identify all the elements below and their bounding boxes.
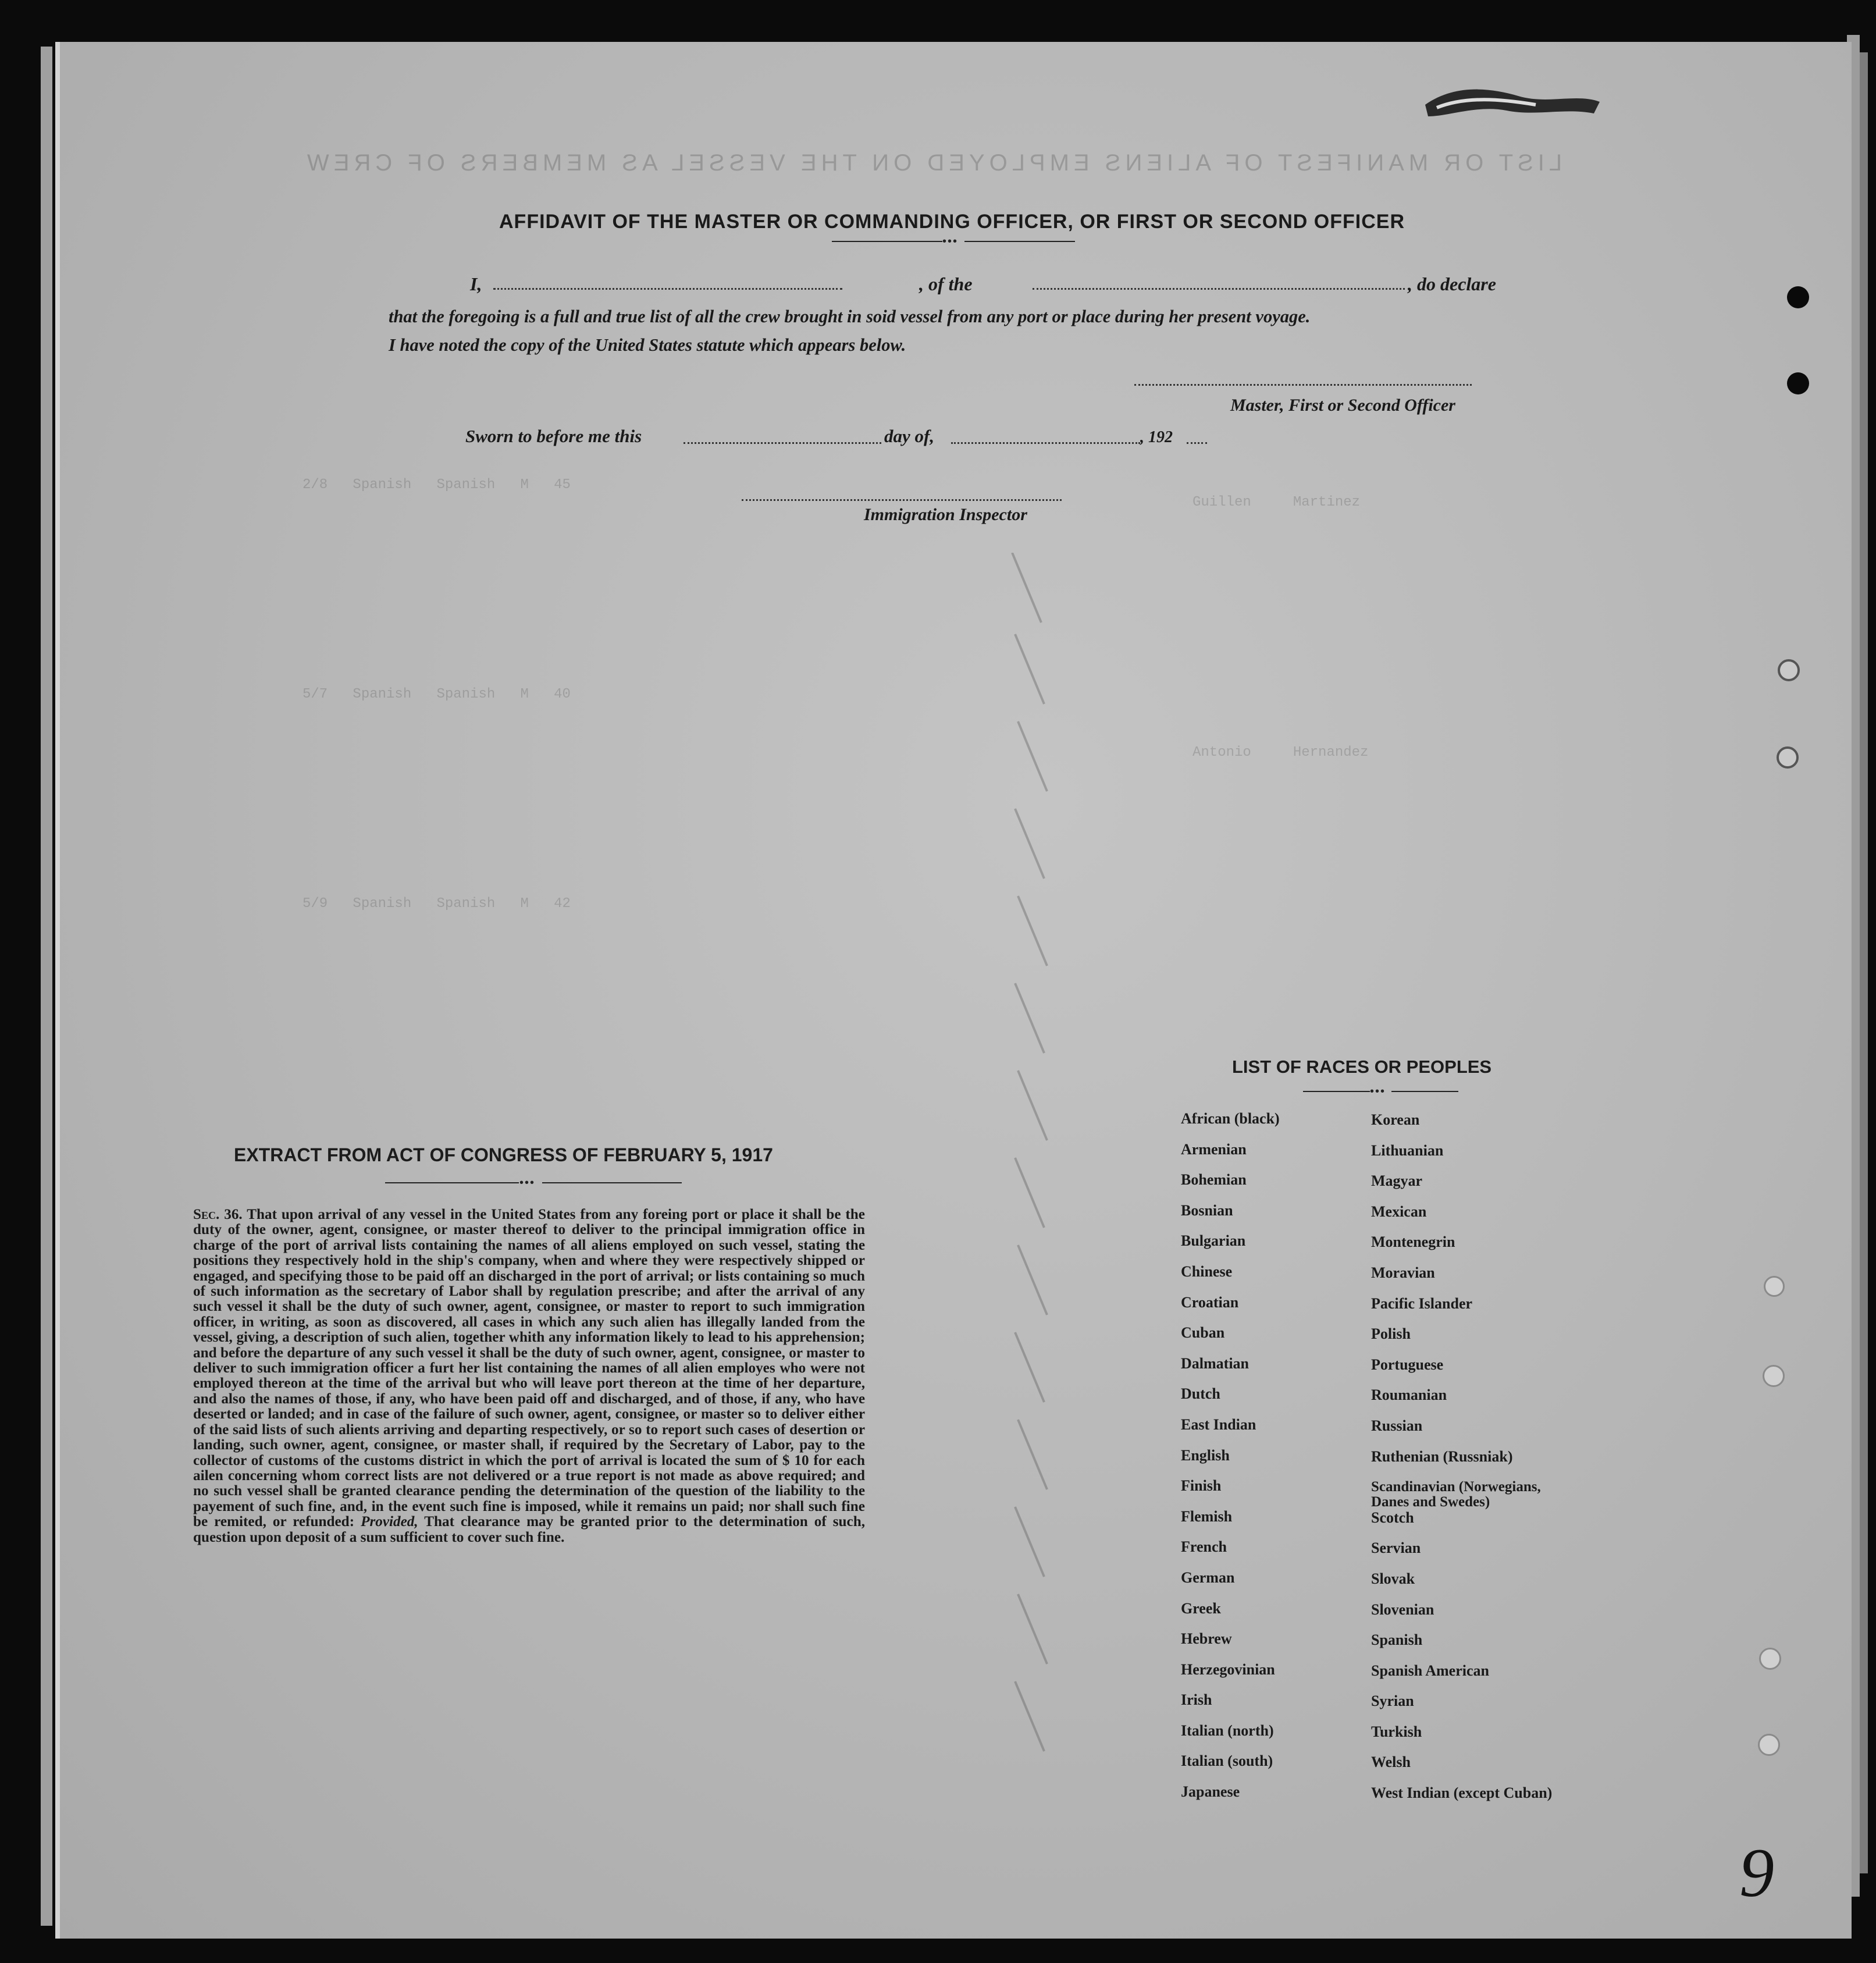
- race-item: Welsh: [1371, 1754, 1411, 1771]
- races-title-rule-dots: •••: [1370, 1085, 1386, 1098]
- underlying-page-edge: [1860, 52, 1868, 1873]
- race-item: Herzegovinian: [1181, 1660, 1275, 1678]
- race-item: Servian: [1371, 1539, 1421, 1557]
- title-rule-dots: •••: [942, 235, 959, 248]
- title-rule: [832, 241, 942, 242]
- inspector-signature-blank[interactable]: [742, 499, 1062, 501]
- sworn-day-blank[interactable]: [684, 442, 881, 444]
- race-item: West Indian (except Cuban): [1371, 1784, 1553, 1802]
- punch-hole-ring: [1763, 1365, 1785, 1387]
- sworn-label: Sworn to before me this: [465, 426, 642, 446]
- affidavit-of-the: , of the: [919, 273, 973, 294]
- punch-hole-ring: [1764, 1276, 1785, 1297]
- race-item: Italian (south): [1181, 1752, 1273, 1770]
- punch-hole-ring: [1759, 1648, 1781, 1670]
- extract-title-rule: [385, 1182, 519, 1183]
- signature-blank[interactable]: [1134, 384, 1472, 386]
- tape-scrap-icon: [1419, 81, 1606, 122]
- bleed-through-title: LIST OR MANIFEST OF ALIENS EMPLOYED ON THE VESSEL AS MEMBERS OF CREW: [302, 150, 1562, 176]
- extract-text: That upon arrival of any vessel in the United States from any foreing port or place it shall be the duty of the owner, agent, consignee, or master thereof to deliver to the principal immigration office in charge of the port of arrival lists containing the names of all aliens employed on such vessel, stating the positions they respectively hold in the ship's company, when and where they were respectively shipped or engaged, and specifying those to be paid off an discharged in the port of arrival; or lists containing so much of such information as the secretary of Labor shall by regulation prescribe; and after the arrival of any such vessel it shall be the duty of such owner, agent, consignee, or master to report to such immigration officer, in writing, as soon as discovered, all cases in which any such alien has illegally landed from the vessel, giving, a description of such alien, together whith any information likely to lead to his apprehension; and before the departure of any such vessel it shall be the duty of such owner, agent, consignee, or master to deliver to such immigration officer a furt her list containing the names of all alien employes who were not employed thereon at the time of the arrival but who will leave port thereon at the time of her departure, and also the names of those, if any, who have been paid off and discharged, and of those, if any, who have deserted or landed; and in case of the failure of such owner, agent, consignee, or master so to deliver either of the said lists of such alients arriving and departing respectively, or so to report such cases of desertion or landing, such owner, agent, consignee, or master shall, if required by the Secretary of Labor, pay to the collector of customs of the customs district in which the port of arrival is located the sum of $ 10 for each ailen concerning whom correct lists are not delivered or a true report is not made as above required; and no such vessel shall be granted clearance pending the determination of the question of the liability to the payement of such fine, and, in the event such fine is imposed, while it remains un paid; nor shall such fine be remited, or refunded:: [193, 1207, 865, 1530]
- race-item: Italian (north): [1181, 1722, 1274, 1739]
- race-item: African (black): [1181, 1110, 1280, 1127]
- sworn-year-blank[interactable]: [1187, 442, 1207, 444]
- punch-hole-ring: [1777, 746, 1799, 769]
- extract-text-end: That clearance may be granted prior to the determination of such, question upon deposit of a sum sufficient to cover such fine.: [193, 1514, 866, 1545]
- race-item: Bosnian: [1181, 1201, 1233, 1219]
- race-item: Cuban: [1181, 1324, 1225, 1342]
- affidavit-declaration: that the foregoing is a full and true list of all the crew brought in soid vessel from any port or place during her present voyage.: [389, 307, 1311, 326]
- race-item: Bulgarian: [1181, 1232, 1246, 1250]
- race-item: Irish: [1181, 1691, 1212, 1709]
- extract-body: [193, 1207, 865, 1545]
- race-item: Moravian: [1371, 1264, 1435, 1281]
- sworn-month-blank[interactable]: [951, 442, 1140, 444]
- race-item: Korean: [1371, 1111, 1420, 1128]
- extract-section-label: Sec. 36.: [193, 1207, 243, 1222]
- race-item: Croatian: [1181, 1293, 1239, 1311]
- punch-hole-ring: [1758, 1734, 1780, 1756]
- inspector-label: Immigration Inspector: [864, 505, 1027, 524]
- race-item: Polish: [1371, 1325, 1411, 1343]
- pencil-check-marks: [1001, 553, 1082, 1774]
- day-of-label: day of,: [884, 426, 935, 446]
- race-item: French: [1181, 1538, 1227, 1556]
- affidavit-title: AFFIDAVIT OF THE MASTER OR COMMANDING OFFICER, OR FIRST OR SECOND OFFICER: [499, 211, 1405, 233]
- race-item: East Indian: [1181, 1416, 1256, 1433]
- race-item: Turkish: [1371, 1723, 1422, 1740]
- race-item: Finish: [1181, 1477, 1222, 1495]
- handwritten-page-number: 9: [1739, 1834, 1774, 1911]
- races-title-rule: [1391, 1091, 1458, 1092]
- race-item: German: [1181, 1569, 1235, 1586]
- extract-title: EXTRACT FROM ACT OF CONGRESS OF FEBRUARY 5, 1917: [234, 1144, 773, 1165]
- title-rule: [964, 241, 1075, 242]
- affidavit-statute-note: I have noted the copy of the United States statute which appears below.: [389, 335, 906, 355]
- bleed-through-column: Antonio Hernandez: [1192, 745, 1369, 760]
- vessel-blank[interactable]: [1033, 288, 1405, 290]
- race-item: Dalmatian: [1181, 1354, 1249, 1372]
- race-item: Scandinavian (Norwegians, Danes and Swedes): [1371, 1479, 1541, 1510]
- race-item: Roumanian: [1371, 1386, 1447, 1404]
- race-item: Mexican: [1371, 1203, 1427, 1220]
- punch-hole: [1787, 372, 1809, 394]
- race-item: Chinese: [1181, 1263, 1233, 1280]
- affidavit-do-declare: , do declare: [1408, 273, 1496, 294]
- race-item: Spanish American: [1371, 1662, 1489, 1679]
- underlying-page-edge: [41, 47, 52, 1926]
- race-item: Hebrew: [1181, 1630, 1232, 1648]
- race-item: Dutch: [1181, 1385, 1220, 1403]
- race-item: Spanish: [1371, 1631, 1423, 1649]
- year-prefix: , 192: [1140, 428, 1173, 446]
- race-item: Bohemian: [1181, 1171, 1247, 1189]
- race-item: Montenegrin: [1371, 1233, 1455, 1251]
- name-blank[interactable]: [493, 288, 842, 290]
- race-item: Magyar: [1371, 1172, 1423, 1190]
- extract-provided: Provided,: [361, 1514, 418, 1530]
- race-item: Ruthenian (Russniak): [1371, 1448, 1513, 1465]
- race-item: Slovak: [1371, 1570, 1415, 1587]
- punch-hole-ring: [1778, 659, 1800, 681]
- bleed-through-column: 5/7 Spanish Spanish M 40: [302, 687, 571, 702]
- race-item: Japanese: [1181, 1783, 1240, 1801]
- race-item: Armenian: [1181, 1140, 1247, 1158]
- bleed-through-column: 2/8 Spanish Spanish M 45: [302, 477, 571, 493]
- races-right-column: [1371, 1112, 1563, 1816]
- bleed-through-column: Guillen Martinez: [1192, 495, 1361, 510]
- race-item: Syrian: [1371, 1692, 1414, 1710]
- affidavit-i: I,: [470, 273, 482, 294]
- race-item: Slovenian: [1371, 1601, 1434, 1618]
- extract-title-rule-dots: •••: [519, 1176, 536, 1189]
- race-item: English: [1181, 1446, 1230, 1464]
- races-title-rule: [1303, 1091, 1370, 1092]
- race-item: Flemish: [1181, 1507, 1233, 1525]
- races-left-column: [1181, 1111, 1280, 1815]
- race-item: Russian: [1371, 1417, 1423, 1434]
- races-title: LIST OF RACES OR PEOPLES: [1232, 1057, 1492, 1077]
- race-item: Greek: [1181, 1599, 1221, 1617]
- punch-hole: [1787, 286, 1809, 308]
- race-item: Scotch: [1371, 1509, 1414, 1526]
- race-item: Lithuanian: [1371, 1141, 1444, 1159]
- extract-title-rule: [542, 1182, 682, 1183]
- race-item: Pacific Islander: [1371, 1295, 1473, 1312]
- signature-label: Master, First or Second Officer: [1230, 396, 1455, 415]
- race-item: Portuguese: [1371, 1356, 1444, 1373]
- bleed-through-column: 5/9 Spanish Spanish M 42: [302, 896, 571, 912]
